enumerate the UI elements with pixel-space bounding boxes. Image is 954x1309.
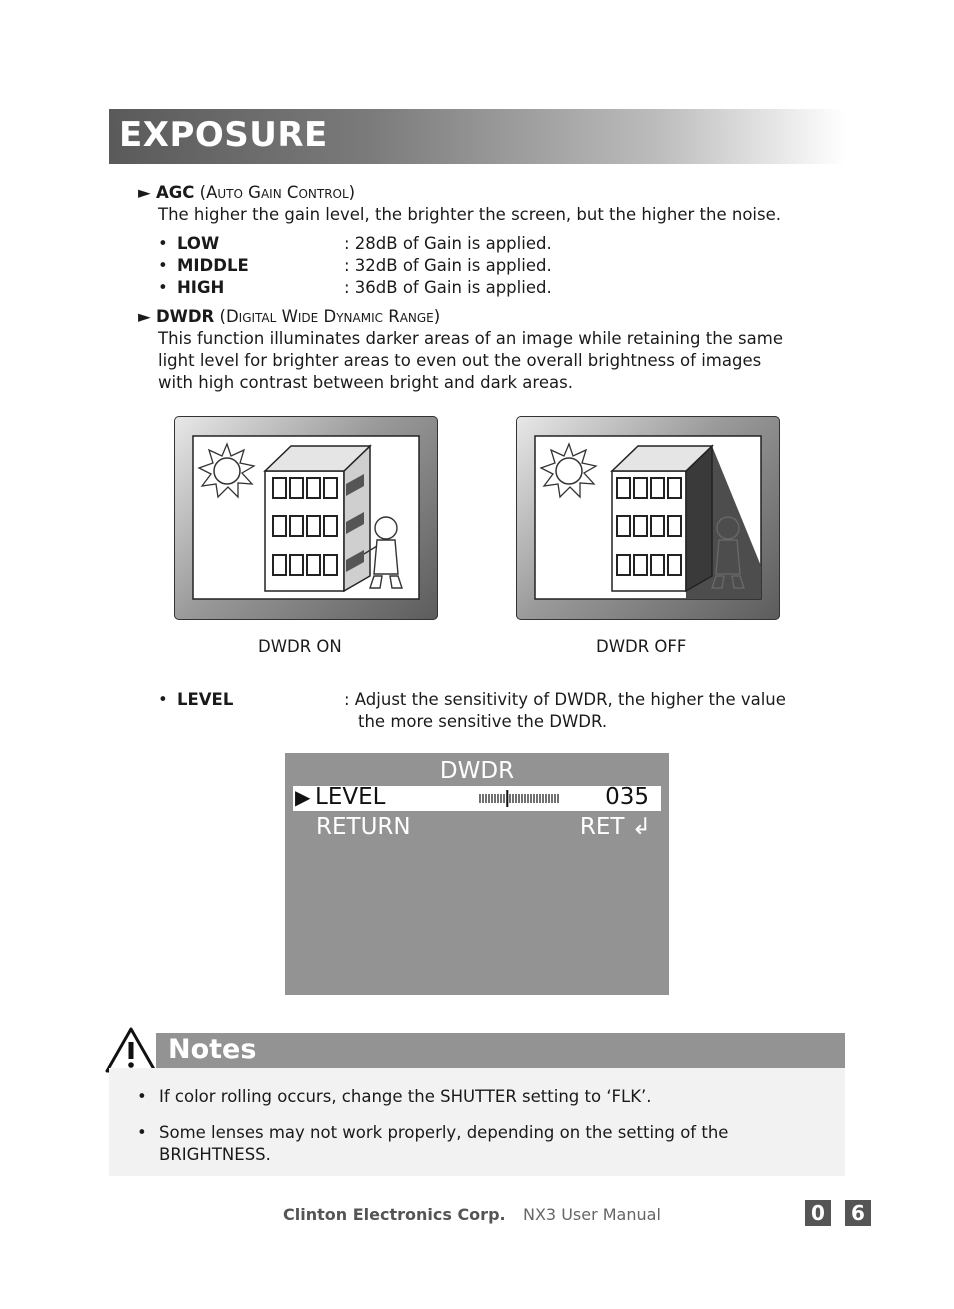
dwdr-label: DWDR	[155, 307, 215, 326]
osd-level-value: 035	[605, 784, 649, 810]
osd-return-value[interactable]: RET ↲	[579, 814, 651, 840]
notes-title: Notes	[168, 1034, 257, 1065]
footer-doc-title: NX3 User Manual	[523, 1205, 661, 1224]
agc-description: The higher the gain level, the brighter the screen, but the higher the noise.	[158, 205, 781, 224]
level-desc-line: : Adjust the sensitivity of DWDR, the higher the value	[344, 690, 786, 709]
section-banner	[109, 109, 845, 164]
note-item-continued: BRIGHTNESS.	[159, 1145, 271, 1164]
osd-level-label: LEVEL	[315, 784, 386, 810]
agc-label: AGC	[155, 183, 195, 202]
agc-subtitle: (Auto Gain Control)	[199, 183, 356, 202]
level-desc-line: the more sensitive the DWDR.	[358, 712, 608, 731]
building-icon	[612, 446, 712, 591]
osd-menu	[285, 753, 669, 995]
agc-heading	[138, 182, 355, 204]
bullet-icon: •	[137, 1123, 147, 1142]
bullet-icon: •	[158, 256, 168, 275]
page-number-digit: 6	[845, 1200, 871, 1226]
dwdr-off-illustration	[516, 416, 780, 620]
dwdr-description-line: light level for brighter areas to even out the overall brightness of images	[158, 351, 762, 370]
note-item: Some lenses may not work properly, depending on the setting of the	[159, 1123, 729, 1142]
agc-option-desc: : 28dB of Gain is applied.	[344, 234, 552, 253]
bullet-icon: •	[137, 1087, 147, 1106]
dwdr-heading	[138, 306, 440, 328]
bullet-icon: •	[158, 278, 168, 297]
agc-option-name: HIGH	[177, 278, 225, 297]
agc-option-desc: : 36dB of Gain is applied.	[344, 278, 552, 297]
notes-body	[109, 1068, 845, 1176]
bullet-icon: •	[158, 690, 168, 709]
dwdr-description-line: This function illuminates darker areas of an image while retaining the same	[158, 329, 783, 348]
note-item: If color rolling occurs, change the SHUTTER setting to ‘FLK’.	[159, 1087, 652, 1106]
level-slider[interactable]	[479, 790, 559, 807]
dwdr-off-caption: DWDR OFF	[596, 637, 687, 656]
dwdr-subtitle: (Digital Wide Dynamic Range)	[219, 307, 441, 326]
agc-option-desc: : 32dB of Gain is applied.	[344, 256, 552, 275]
building-icon	[265, 446, 370, 591]
osd-title: DWDR	[439, 758, 515, 784]
dwdr-on-illustration	[174, 416, 438, 620]
agc-option-name: LOW	[177, 234, 220, 253]
bullet-icon: •	[158, 234, 168, 253]
notes-header	[156, 1033, 845, 1068]
page-number-digit: 0	[805, 1200, 831, 1226]
arrow-marker-icon: ►	[138, 307, 151, 326]
dwdr-on-caption: DWDR ON	[258, 637, 342, 656]
footer-brand: Clinton Electronics Corp.	[283, 1205, 506, 1224]
section-title: EXPOSURE	[119, 115, 328, 155]
arrow-marker-icon: ►	[138, 183, 151, 202]
agc-option-name: MIDDLE	[177, 256, 249, 275]
level-name: LEVEL	[177, 690, 234, 709]
cursor-triangle-icon: ▶	[295, 785, 311, 809]
warning-triangle-icon	[104, 1026, 158, 1074]
dwdr-description-line: with high contrast between bright and dark areas.	[158, 373, 573, 392]
osd-return-label[interactable]: RETURN	[316, 814, 411, 840]
osd-row-level[interactable]	[293, 786, 661, 811]
